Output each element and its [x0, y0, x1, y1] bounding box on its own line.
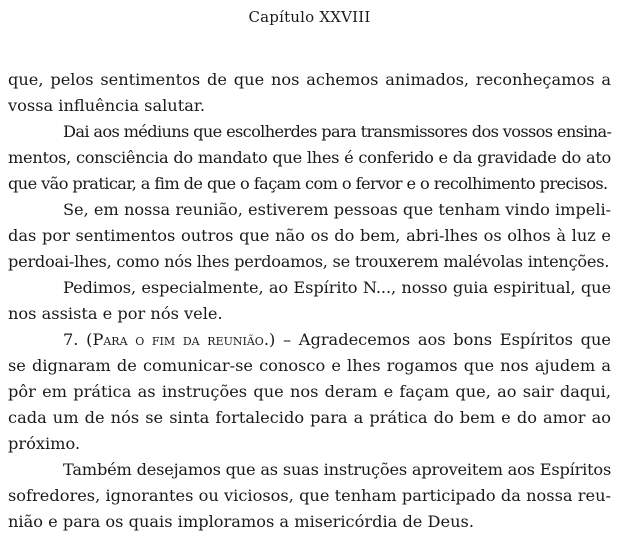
paragraph: [8, 275, 611, 327]
text-line: se dignaram de comunicar-se conosco e lhes rogamos que nos ajudem a: [8, 356, 611, 375]
item-number: 7.: [63, 330, 79, 349]
text-line: que, pelos sentimentos de que nos achemos animados, reconheçamos a: [8, 70, 611, 89]
text-line: nião e para os quais imploramos a misericórdia de Deus.: [8, 512, 474, 531]
text-line: nos assista e por nós vele.: [8, 304, 223, 323]
text-line: pôr em prática as instruções que nos deram e façam que, ao sair daqui,: [8, 382, 611, 401]
text-line: Pedimos, especialmente, ao Espírito N..., nosso guia espiritual, que: [63, 278, 611, 297]
text-line: vossa influência salutar.: [8, 96, 205, 115]
text-line: Se, em nossa reunião, estiverem pessoas que tenham vindo impeli-: [63, 200, 611, 219]
text-line: Dai aos médiuns que escolherdes para transmissores dos vossos ensina-: [63, 122, 612, 141]
paragraph-numbered: [8, 327, 611, 457]
text-line: das por sentimentos outros que não os do bem, abri-lhes os olhos à luz e: [8, 226, 611, 245]
paragraph: [8, 119, 611, 197]
paragraph: [8, 197, 611, 275]
text-line: Também desejamos que as suas instruções aproveitem aos Espíritos: [63, 460, 612, 479]
text-line: que vão praticar, a fim de que o façam com o fervor e o recolhimento precisos.: [8, 174, 608, 193]
text-line: próximo.: [8, 434, 81, 453]
text-line: sofredores, ignorantes ou viciosos, que tenham participado da nossa reu-: [8, 486, 611, 505]
document-body: [8, 67, 611, 535]
text-line: mentos, consciência do mandato que lhes é conferido e da gravidade do ato: [8, 148, 611, 167]
paragraph: [8, 457, 611, 535]
text-line: [8, 327, 611, 353]
heading-continuation: – Agradecemos aos bons Espíritos que: [275, 330, 611, 349]
text-line: cada um de nós se sinta fortalecido para a prática do bem e do amor ao: [8, 408, 611, 427]
text-line: perdoai-lhes, como nós lhes perdoamos, se trouxerem malévolas intenções.: [8, 252, 610, 271]
section-heading: (Para o fim da reunião.): [86, 330, 276, 349]
paragraph: [8, 67, 611, 119]
chapter-title: Capítulo XXVIII: [248, 8, 371, 26]
